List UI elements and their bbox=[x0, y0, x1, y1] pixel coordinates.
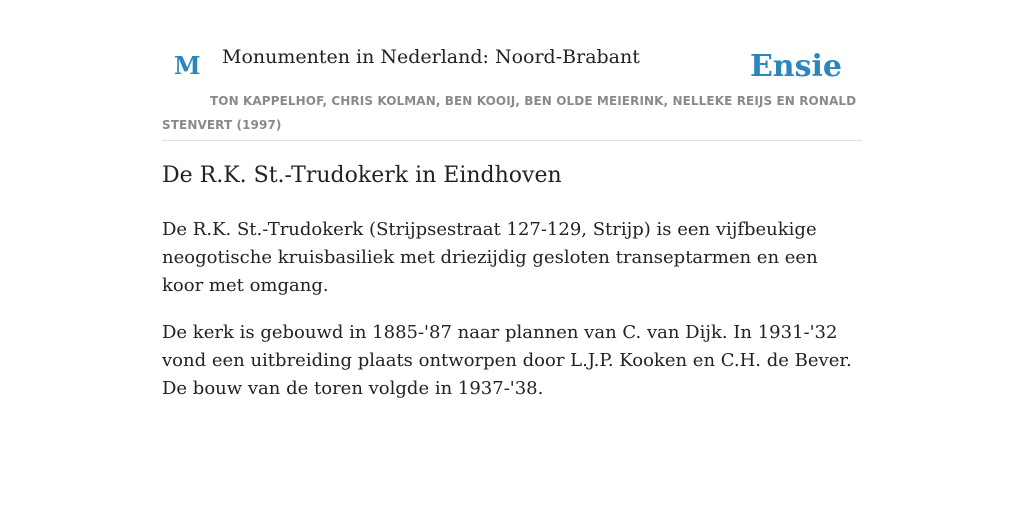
header bbox=[162, 0, 862, 141]
article-paragraph: De kerk is gebouwd in 1885-'87 naar plannen van C. van Dijk. In 1931-'32 vond een uitbreiding plaats ontworpen door L.J.P. Kooken en C.H. de Bever. De bouw van de toren volgde in 1937-'38. bbox=[162, 322, 852, 399]
book-title-link[interactable]: Monumenten in Nederland: Noord-Brabant bbox=[222, 46, 640, 68]
brand-logo[interactable]: Ensie bbox=[749, 49, 842, 84]
article-title: De R.K. St.-Trudokerk in Eindhoven bbox=[162, 163, 562, 188]
source-logo[interactable]: M bbox=[174, 51, 201, 80]
article-paragraph: De R.K. St.-Trudokerk (Strijpsestraat 127-129, Strijp) is een vijfbeukige neogotische kruisbasiliek met driezijdig gesloten transeptarmen en een koor met omgang. bbox=[162, 219, 818, 296]
page bbox=[162, 0, 862, 399]
authors-byline: TON KAPPELHOF, CHRIS KOLMAN, BEN KOOIJ, BEN OLDE MEIERINK, NELLEKE REIJS EN RONALD STENVERT (1997) bbox=[162, 94, 857, 132]
